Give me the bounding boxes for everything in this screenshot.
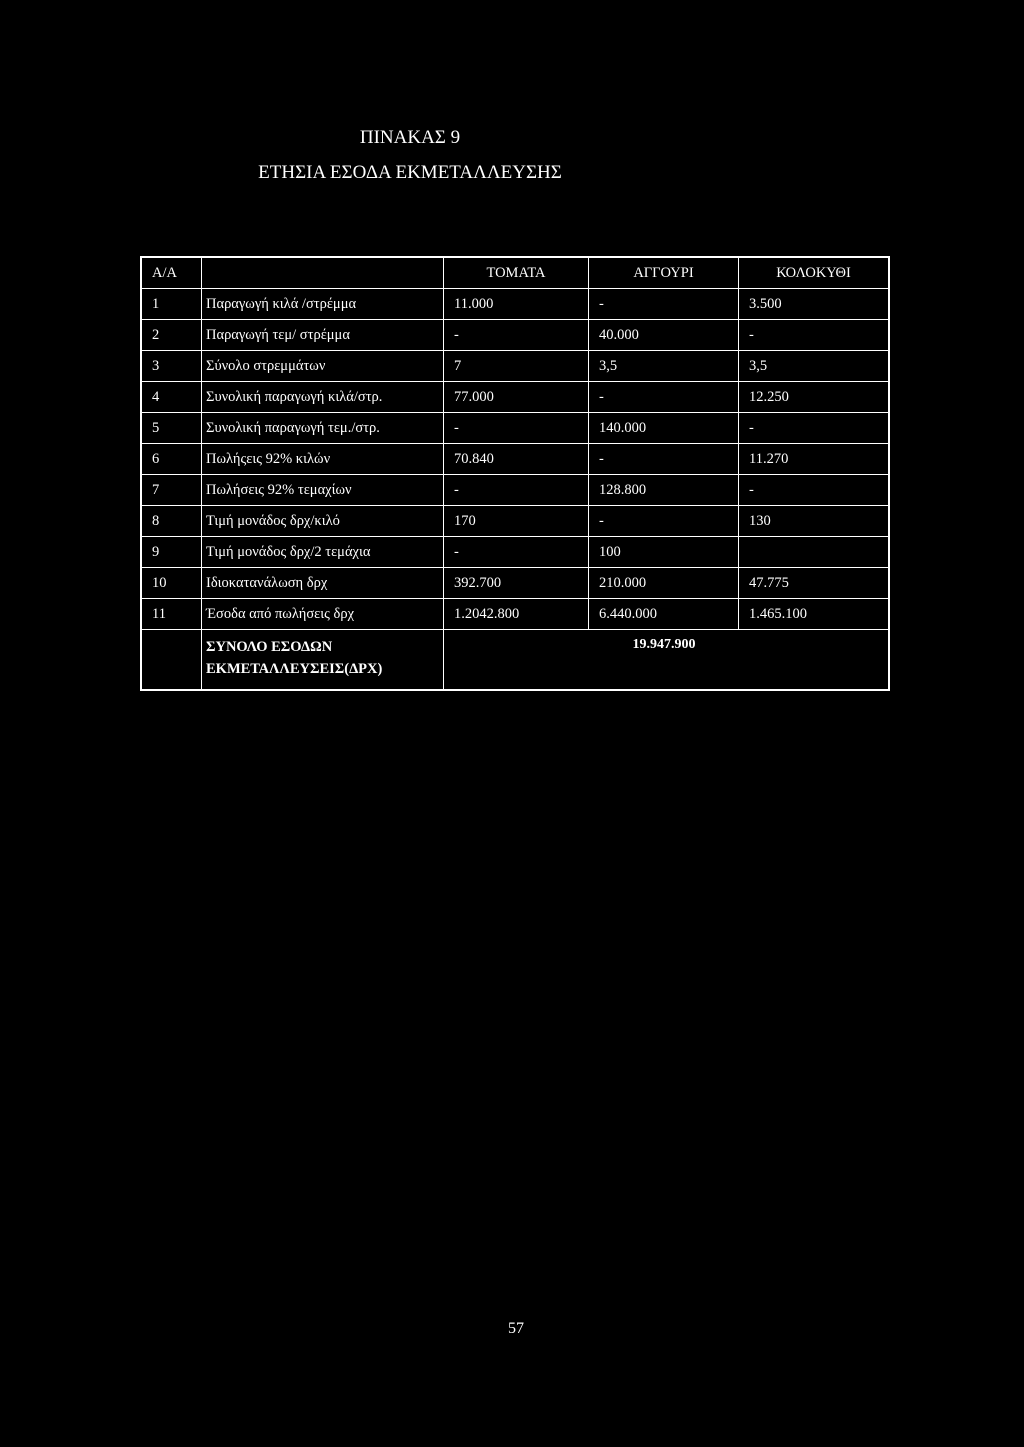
table-row [142, 599, 888, 630]
row-zucchini: - [749, 420, 754, 436]
table-row [142, 382, 888, 413]
row-tomato: 7 [444, 351, 589, 381]
header-tomato: ΤΟΜΑΤΑ [444, 258, 589, 288]
table-row [142, 413, 888, 444]
row-description: Πωλήςεις 92% κιλών [202, 444, 444, 474]
table-row [142, 506, 888, 537]
row-description: Συνολική παραγωγή κιλά/στρ. [202, 382, 444, 412]
row-zucchini: 1.465.100 [749, 606, 807, 622]
row-number: 10 [142, 568, 202, 598]
total-label-line1: ΣΥΝΟΛΟ ΕΣΟΔΩΝ [206, 639, 333, 655]
row-zucchini: 3.500 [749, 296, 782, 312]
table-title: ΠΙΝΑΚΑΣ 9 [359, 127, 461, 148]
row-zucchini: 12.250 [749, 389, 789, 405]
row-cucumber: 100 [589, 537, 739, 567]
row-zucchini: - [749, 327, 754, 343]
row-description: Παραγωγή κιλά /στρέμμα [202, 289, 444, 319]
row-description: Πωλήσεις 92% τεμαχίων [202, 475, 444, 505]
table-row [142, 351, 888, 382]
row-number: 4 [142, 382, 202, 412]
row-number: 6 [142, 444, 202, 474]
table-row [142, 568, 888, 599]
row-cucumber: 40.000 [589, 320, 739, 350]
row-number: 3 [142, 351, 202, 381]
row-number: 5 [142, 413, 202, 443]
row-tomato: 11.000 [444, 289, 589, 319]
row-number: 8 [142, 506, 202, 536]
total-label [202, 630, 444, 691]
row-description: Έσοδα από πωλήσεις δρχ [202, 599, 444, 629]
row-tomato: - [444, 320, 589, 350]
row-description: Παραγωγή τεμ/ στρέμμα [202, 320, 444, 350]
row-tomato: - [444, 475, 589, 505]
header-zucchini: ΚΟΛΟΚΥΘΙ [776, 265, 851, 281]
row-tomato: - [444, 537, 589, 567]
page-number: 57 [508, 1320, 524, 1337]
row-tomato: - [444, 413, 589, 443]
row-zucchini: - [749, 482, 754, 498]
row-number: 2 [142, 320, 202, 350]
row-number: 1 [142, 289, 202, 319]
header-description [202, 258, 444, 288]
row-description: Ιδιοκατανάλωση δρχ [202, 568, 444, 598]
row-description: Τιμή μονάδος δρχ/2 τεμάχια [202, 537, 444, 567]
row-zucchini: 3,5 [749, 358, 768, 374]
row-cucumber: 128.800 [589, 475, 739, 505]
row-number: 9 [142, 537, 202, 567]
row-number: 7 [142, 475, 202, 505]
total-label-line2: ΕΚΜΕΤΑΛΛΕΥΣΕΙΣ(ΔΡΧ) [206, 661, 383, 677]
table-row [142, 444, 888, 475]
row-tomato: 1.2042.800 [444, 599, 589, 629]
row-zucchini [739, 537, 888, 567]
row-cucumber: 3,5 [589, 351, 739, 381]
table-header-row [142, 258, 888, 289]
table-row [142, 537, 888, 568]
row-tomato: 70.840 [444, 444, 589, 474]
row-cucumber: - [589, 506, 739, 536]
row-cucumber: - [589, 289, 739, 319]
table-row [142, 289, 888, 320]
row-zucchini: 130 [749, 513, 771, 529]
row-description: Συνολική παραγωγή τεμ./στρ. [202, 413, 444, 443]
table-subtitle: ΕΤΗΣΙΑ ΕΣΟΔΑ ΕΚΜΕΤΑΛΛΕΥΣΗΣ [258, 162, 562, 183]
row-description: Τιμή μονάδος δρχ/κιλό [202, 506, 444, 536]
row-cucumber: 6.440.000 [589, 599, 739, 629]
row-zucchini: 11.270 [749, 451, 789, 467]
total-aa-cell [142, 630, 202, 691]
table-row [142, 475, 888, 506]
table-row [142, 320, 888, 351]
row-tomato: 170 [444, 506, 589, 536]
row-cucumber: - [589, 382, 739, 412]
income-table [140, 256, 890, 691]
header-cucumber: ΑΓΓΟΥΡΙ [589, 258, 739, 288]
row-cucumber: 210.000 [589, 568, 739, 598]
total-value: 19.947.900 [632, 637, 696, 652]
header-aa: Α/Α [142, 258, 202, 288]
row-cucumber: - [589, 444, 739, 474]
row-description: Σύνολο στρεμμάτων [202, 351, 444, 381]
table-total-row [142, 630, 888, 691]
row-tomato: 392.700 [444, 568, 589, 598]
row-zucchini: 47.775 [749, 575, 789, 591]
row-tomato: 77.000 [444, 382, 589, 412]
row-number: 11 [142, 599, 202, 629]
row-cucumber: 140.000 [589, 413, 739, 443]
